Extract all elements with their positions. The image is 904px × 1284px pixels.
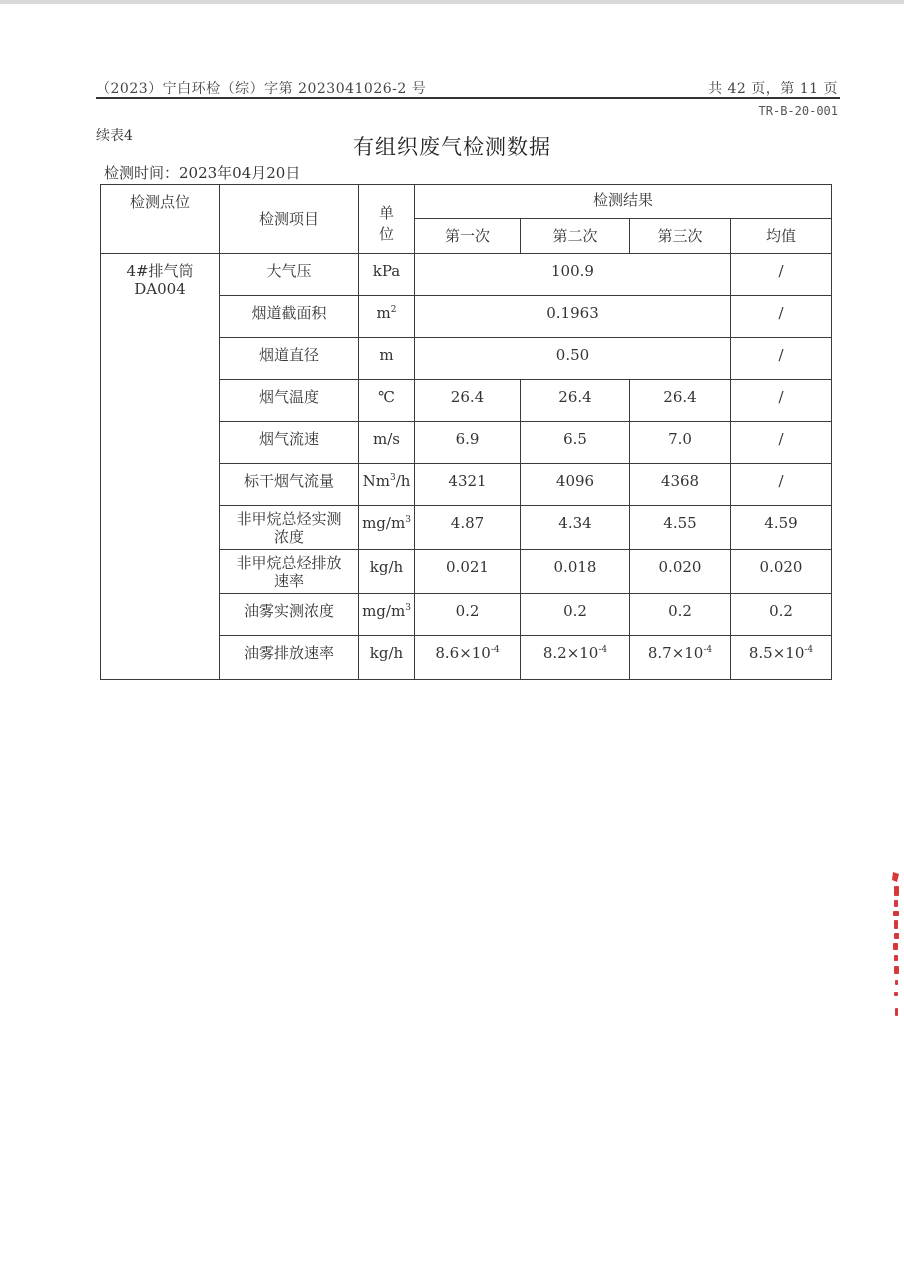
unit-cell: kg/h	[359, 636, 415, 680]
page-title: 有组织废气检测数据	[353, 135, 551, 159]
header-results: 检测结果	[415, 185, 832, 219]
item-cell: 烟道直径	[220, 338, 359, 380]
value-cell-3: 4.55	[630, 506, 731, 550]
value-cell-1: 26.4	[415, 380, 521, 422]
average-cell: /	[731, 254, 832, 296]
detection-time: 检测时间：2023年04月20日	[104, 164, 301, 182]
value-cell-2: 0.2	[521, 594, 630, 636]
average-cell: /	[731, 422, 832, 464]
value-cell-1: 6.9	[415, 422, 521, 464]
value-cell-3: 0.2	[630, 594, 731, 636]
item-cell: 标干烟气流量	[220, 464, 359, 506]
item-cell: 非甲烷总烃实测 浓度	[220, 506, 359, 550]
item-cell: 大气压	[220, 254, 359, 296]
item-cell: 油雾实测浓度	[220, 594, 359, 636]
value-cell-1: 4.87	[415, 506, 521, 550]
value-cell-2: 6.5	[521, 422, 630, 464]
merged-value-cell: 0.50	[415, 338, 731, 380]
item-cell: 油雾排放速率	[220, 636, 359, 680]
average-cell: 0.020	[731, 550, 832, 594]
average-cell: /	[731, 338, 832, 380]
unit-cell: m	[359, 338, 415, 380]
seal-edge-mark	[891, 870, 901, 1020]
item-cell: 烟气温度	[220, 380, 359, 422]
header-unit: 单位	[359, 185, 415, 254]
value-cell-1: 0.021	[415, 550, 521, 594]
value-cell-3: 4368	[630, 464, 731, 506]
unit-cell: $m^2$	[359, 296, 415, 338]
value-cell-2: 0.018	[521, 550, 630, 594]
value-cell-3: 7.0	[630, 422, 731, 464]
page-info: 共 42 页，第 11 页	[708, 81, 838, 97]
unit-cell: $mg/m^3$	[359, 594, 415, 636]
table-row	[101, 254, 832, 296]
value-cell-1: $8.6\times 10^{-4}$	[415, 636, 521, 680]
sampling-site	[101, 254, 220, 680]
average-cell: $8.5\times 10^{-4}$	[731, 636, 832, 680]
header-second: 第二次	[521, 219, 630, 254]
value-cell-1: 0.2	[415, 594, 521, 636]
value-cell-3: 26.4	[630, 380, 731, 422]
continuation-label: 续表4	[96, 128, 133, 144]
unit-cell: kPa	[359, 254, 415, 296]
average-cell: /	[731, 464, 832, 506]
header-rule	[96, 97, 840, 99]
value-cell-2: $8.2\times 10^{-4}$	[521, 636, 630, 680]
table-header-row	[101, 185, 832, 219]
unit-cell: $mg/m^3$	[359, 506, 415, 550]
report-number: （2023）宁白环检（综）字第 2023041026-2 号	[96, 81, 427, 97]
unit-cell: kg/h	[359, 550, 415, 594]
site-code: DA004	[134, 280, 186, 298]
doc-code: TR-B-20-001	[758, 104, 838, 118]
merged-value-cell: 100.9	[415, 254, 731, 296]
item-cell: 烟道截面积	[220, 296, 359, 338]
value-cell-2: 4.34	[521, 506, 630, 550]
value-cell-1: 4321	[415, 464, 521, 506]
average-cell: 0.2	[731, 594, 832, 636]
header-third: 第三次	[630, 219, 731, 254]
site-name: 4#排气筒	[126, 262, 194, 280]
item-cell: 非甲烷总烃排放 速率	[220, 550, 359, 594]
value-cell-2: 4096	[521, 464, 630, 506]
unit-cell: m/s	[359, 422, 415, 464]
page-top-band	[0, 0, 904, 4]
merged-value-cell: 0.1963	[415, 296, 731, 338]
value-cell-3: 0.020	[630, 550, 731, 594]
header-average: 均值	[731, 219, 832, 254]
header-first: 第一次	[415, 219, 521, 254]
value-cell-2: 26.4	[521, 380, 630, 422]
average-cell: /	[731, 296, 832, 338]
value-cell-3: $8.7\times 10^{-4}$	[630, 636, 731, 680]
exhaust-gas-table	[100, 184, 832, 680]
item-cell: 烟气流速	[220, 422, 359, 464]
header-item: 检测项目	[220, 185, 359, 254]
header-site: 检测点位	[101, 185, 220, 254]
unit-cell: ℃	[359, 380, 415, 422]
unit-cell: Nm$^3$/h	[359, 464, 415, 506]
average-cell: 4.59	[731, 506, 832, 550]
average-cell: /	[731, 380, 832, 422]
